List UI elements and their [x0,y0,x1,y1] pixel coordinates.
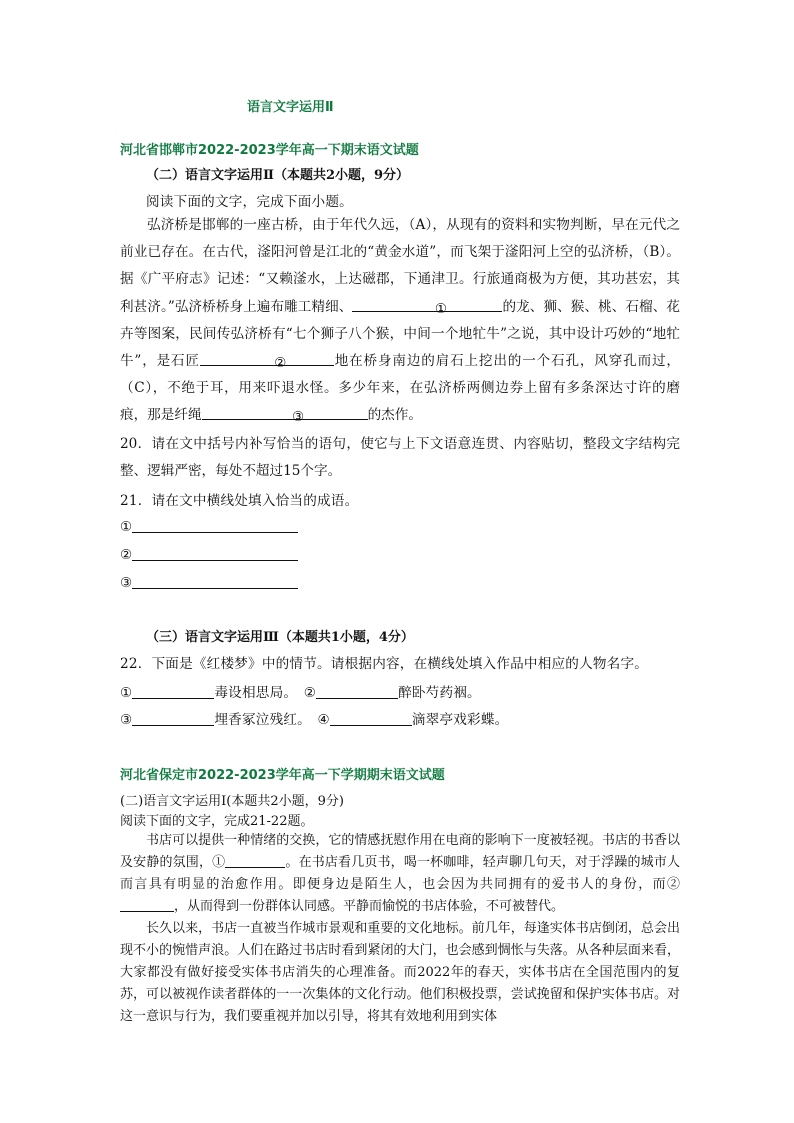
page-title: 语言文字运用Ⅱ [247,100,334,115]
section3-instruction: 阅读下面的文字，完成21-22题。 [120,814,314,829]
blank-s3-2[interactable] [120,898,174,912]
section3-part-heading: (二)语言文字运用Ⅰ(本题共2小题，9分) [120,794,344,809]
question-21: 21．请在文中横线处填入恰当的成语。 [120,493,359,509]
section1-passage [120,212,680,430]
blank-1[interactable]: ① [352,296,502,312]
q22-item-2[interactable]: ② 醉卧芍药裀。 [303,685,481,701]
q22-item-4[interactable]: ④ 滴翠亭戏彩蝶。 [317,712,509,728]
q22-row-2 [120,708,508,728]
passage3-part-3: ，从而得到一份群体认同感。平静而愉悦的书店体验，不可被替代。 [174,899,565,914]
blank-3[interactable]: ③ [202,404,368,420]
question-22: 22．下面是《红楼梦》中的情节。请根据内容，在横线处填入作品中相应的人物名字。 [120,656,649,672]
passage-part-1: 弘济桥是邯郸的一座古桥，由于年代久远，（A），从现有的资料和实物判断，早在元代之前业已存在。在古代，滏阳河曾是江北的“黄金水道”，而飞架于滏阳河上空的弘济桥，（B）。据《广平府志》记述：“又赖滏水，上达磁郡，下通津卫。行旅通商极为方便，其功甚宏，其利甚济。”弘济桥桥身上遍布雕工精细、 [120,217,680,315]
section3-passage-2: 长久以来，书店一直被当作城市景观和重要的文化地标。前几年，每逢实体书店倒闭，总会出现不小的惋惜声浪。人们在路过书店时看到紧闭的大门，也会感到惆怅与失落。从各种层面来看，大家都没有做好接受实体书店消失的心理准备。而2022年的春天，实体书店在全国范围内的复苏，可以被视作读者群体的一一次集体的文化行动。他们积极投票，尝试挽留和保护实体书店。对这一意识与行为，我们要重视并加以引导，将其有效地利用到实体 [120,921,680,1024]
q22-item-3[interactable]: ③ 埋香冢泣残红。 [120,712,311,728]
answer-line-1[interactable]: ① [120,518,298,535]
answer-line-2[interactable]: ② [120,546,298,563]
section1-part-heading: （二）语言文字运用Ⅱ（本题共2小题，9分） [146,168,410,183]
passage-part-3: 地在桥身南边的肩石上挖出的一个石孔，风穿孔而过，（C），不绝于耳，用来吓退水怪。多少年来，在弘济桥两侧边券上留有多条深达寸许的磨痕，那是纤绳 [120,353,681,424]
blank-s3-1[interactable] [225,854,285,868]
q22-item-1[interactable]: ① 毒设相思局。 [120,685,298,701]
blank-2[interactable]: ② [200,350,334,366]
passage-part-4: 的杰作。 [367,407,422,424]
section2-part-heading: （三）语言文字运用Ⅲ（本题共1小题，4分） [146,630,414,645]
section1-instruction: 阅读下面的文字，完成下面小题。 [146,194,353,210]
q22-row-1 [120,681,481,701]
section3-passage-1 [120,830,680,918]
section1-source: 河北省邯郸市2022-2023学年高一下期末语文试题 [120,143,419,158]
passage3-part-2: 。在书店看几页书，喝一杯咖啡，轻声聊几句天，对于浮躁的城市人而言具有明显的治愈作用。即便身边是陌生人，也会因为共同拥有的爱书人的身份，而② [120,855,680,892]
question-20: 20．请在文中括号内补写恰当的语句，使它与上下文语意连贯、内容贴切，整段文字结构完整、逻辑严密，每处不超过15个字。 [120,436,680,480]
section3-source: 河北省保定市2022-2023学年高一下学期期末语文试题 [120,768,445,783]
passage-part-2: 的龙、狮、猴、桃、石榴、花卉等图案，民间传弘济桥有“七个狮子八个猴，中间一个地牤牛”之说，其中设计巧妙的“地牤牛”，是石匠 [120,298,680,370]
passage3-part-1: 书店可以提供一种情绪的交换，它的情感抚慰作用在电商的影响下一度被轻视。书店的书香以及安静的氛围，① [120,833,680,870]
answer-line-3[interactable]: ③ [120,574,298,591]
